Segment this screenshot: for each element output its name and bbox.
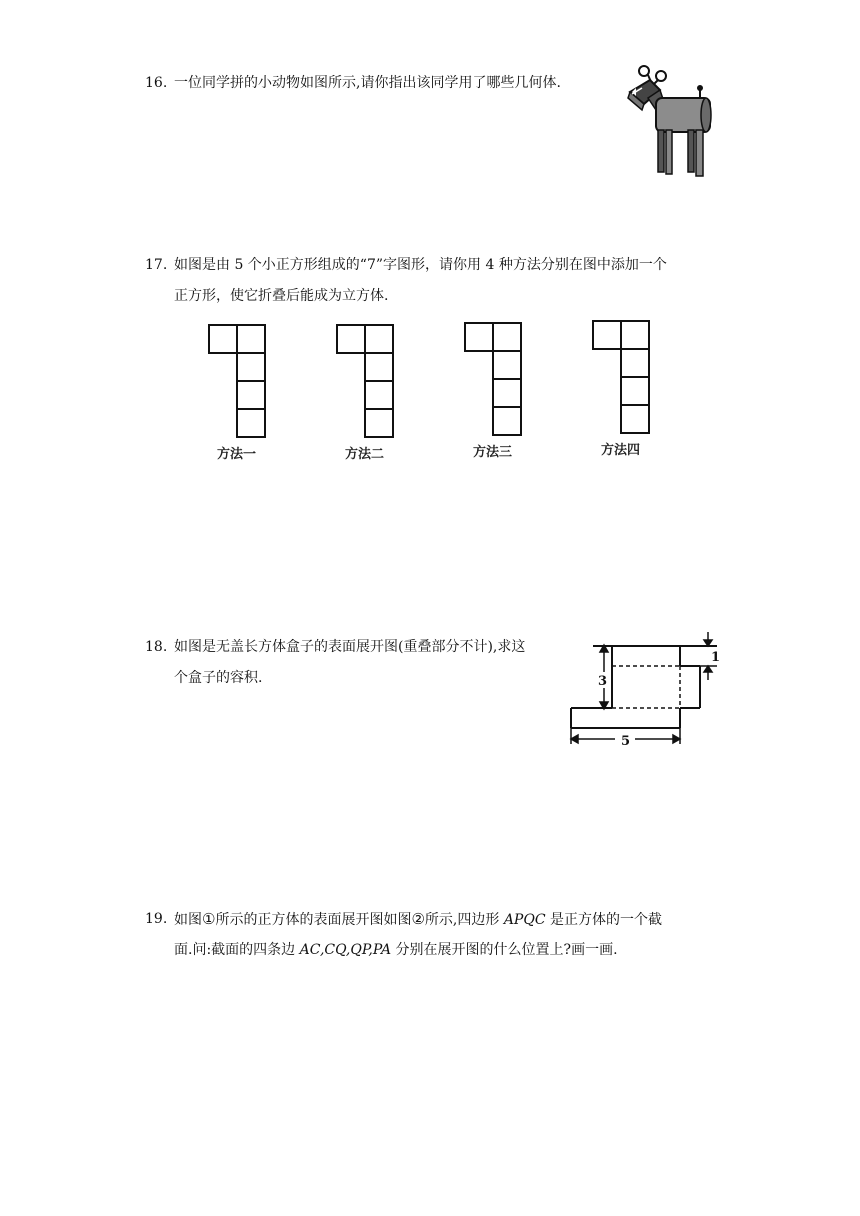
question-text: 一位同学拼的小动物如图所示,请你指出该同学用了哪些几何体. (174, 75, 561, 91)
question-text-line2: 个盒子的容积. (174, 670, 263, 686)
animal-figure (620, 62, 720, 180)
question-text-line1: 如图是无盖长方体盒子的表面展开图(重叠部分不计),求这 (174, 639, 526, 655)
question-number: 16. (145, 75, 168, 91)
dimension-top: 1 (711, 650, 721, 665)
question-text-line1: 如图①所示的正方体的表面展开图如图②所示,四边形 APQC 是正方体的一个截 (174, 910, 662, 928)
quad-name: APQC (503, 912, 546, 928)
question-number: 18. (145, 639, 168, 655)
edge-names: AC,CQ,QP,PA (299, 942, 392, 958)
seven-shape-method-3 (461, 319, 531, 459)
box-net-figure (560, 630, 730, 750)
dimension-height: 3 (598, 674, 608, 689)
question-text-line2: 正方形，使它折叠后能成为立方体. (174, 288, 389, 304)
question-text-line2: 面.问:截面的四条边 AC,CQ,QP,PA 分别在展开图的什么位置上?画一画. (174, 942, 618, 958)
figure-ref-2: ② (411, 910, 425, 928)
method-label: 方法四 (601, 443, 641, 458)
method-label: 方法一 (217, 447, 257, 462)
method-label: 方法二 (345, 447, 385, 462)
dimension-width: 5 (621, 734, 631, 749)
seven-shape-method-1 (205, 321, 275, 461)
seven-shape-method-2 (333, 321, 403, 461)
figure-ref-1: ① (202, 910, 216, 928)
question-number: 17. (145, 257, 168, 273)
method-label: 方法三 (473, 445, 513, 460)
seven-shape-method-4 (589, 317, 659, 457)
question-number: 19. (145, 911, 168, 927)
question-text-line1: 如图是由 5 个小正方形组成的“7”字图形，请你用 4 种方法分别在图中添加一个 (174, 257, 667, 273)
